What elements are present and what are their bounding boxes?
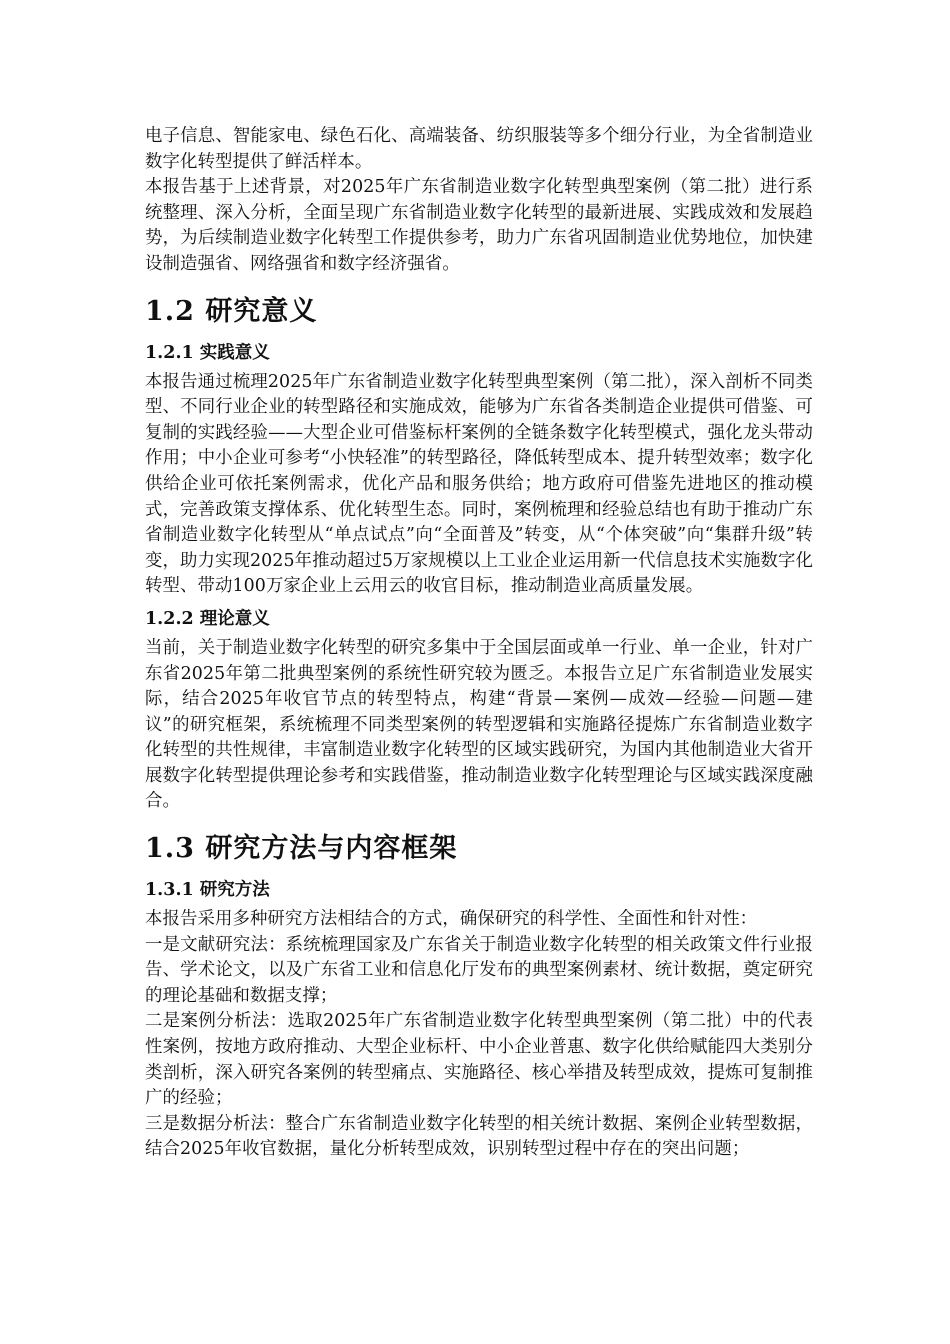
method-data-analysis: 三是数据分析法：整合广东省制造业数字化转型的相关统计数据、案例企业转型数据，结合2025年收官数据，量化分析转型成效，识别转型过程中存在的突出问题； [145,1113,813,1160]
intro-paragraph-2: 本报告基于上述背景，对2025年广东省制造业数字化转型典型案例（第二批）进行系统整理、深入分析，全面呈现广东省制造业数字化转型的最新进展、实践成效和发展趋势，为后续制造业数字化转型工作提供参考，助力广东省巩固制造业优势地位，加快建设制造强省、网络强省和数字经济强省。 [145,177,813,274]
subsection-heading-1-3-1: 1.3.1 研究方法 [145,880,270,901]
method-literature-research: 一是文献研究法：系统梳理国家及广东省关于制造业数字化转型的相关政策文件行业报告、学术论文，以及广东省工业和信息化厅发布的典型案例素材、统计数据，奠定研究的理论基础和数据支撑； [145,934,813,1006]
section-heading-1-3: 1.3 研究方法与内容框架 [145,833,458,865]
paragraph-theoretical-significance: 当前，关于制造业数字化转型的研究多集中于全国层面或单一行业、单一企业，针对广东省2025年第二批典型案例的系统性研究较为匮乏。本报告立足广东省制造业发展实际，结合2025年收官节点的转型特点，构建“背景—案例—成效—经验—问题—建议”的研究框架，系统梳理不同类型案例的转型逻辑和实施路径提炼广东省制造业数字化转型的共性规律，丰富制造业数字化转型的区域实践研究，为国内其他制造业大省开展数字化转型提供理论参考和实践借鉴，推动制造业数字化转型理论与区域实践深度融合。 [145,637,813,812]
paragraph-practical-significance: 本报告通过梳理2025年广东省制造业数字化转型典型案例（第二批），深入剖析不同类型、不同行业企业的转型路径和实施成效，能够为广东省各类制造企业提供可借鉴、可复制的实践经验——大型企业可借鉴标杆案例的全链条数字化转型模式，强化龙头带动作用；中小企业可参考“小快轻准”的转型路径，降低转型成本、提升转型效率；数字化供给企业可依托案例需求，优化产品和服务供给；地方政府可借鉴先进地区的推动模式，完善政策支撑体系、优化转型生态。同时，案例梳理和经验总结也有助于推动广东省制造业数字化转型从“单点试点”向“全面普及”转变，从“个体突破”向“集群升级”转变，助力实现2025年推动超过5万家规模以上工业企业运用新一代信息技术实施数字化转型、带动100万家企业上云用云的收官目标，推动制造业高质量发展。 [145,371,813,597]
methods-intro-line: 本报告采用多种研究方法相结合的方式，确保研究的科学性、全面性和针对性： [145,909,758,930]
method-case-analysis: 二是案例分析法：选取2025年广东省制造业数字化转型典型案例（第二批）中的代表性案例，按地方政府推动、大型企业标杆、中小企业普惠、数字化供给赋能四大类别分类剖析，深入研究各案例的转型痛点、实施路径、核心举措及转型成效，提炼可复制推广的经验； [145,1011,813,1109]
subsection-heading-1-2-1: 1.2.1 实践意义 [145,342,270,363]
section-heading-1-2: 1.2 研究意义 [145,295,318,327]
subsection-heading-1-2-2: 1.2.2 理论意义 [145,608,270,629]
page-content [145,124,813,1163]
intro-paragraph-1: 电子信息、智能家电、绿色石化、高端装备、纺织服装等多个细分行业，为全省制造业数字化转型提供了鲜活样本。 [145,126,813,172]
